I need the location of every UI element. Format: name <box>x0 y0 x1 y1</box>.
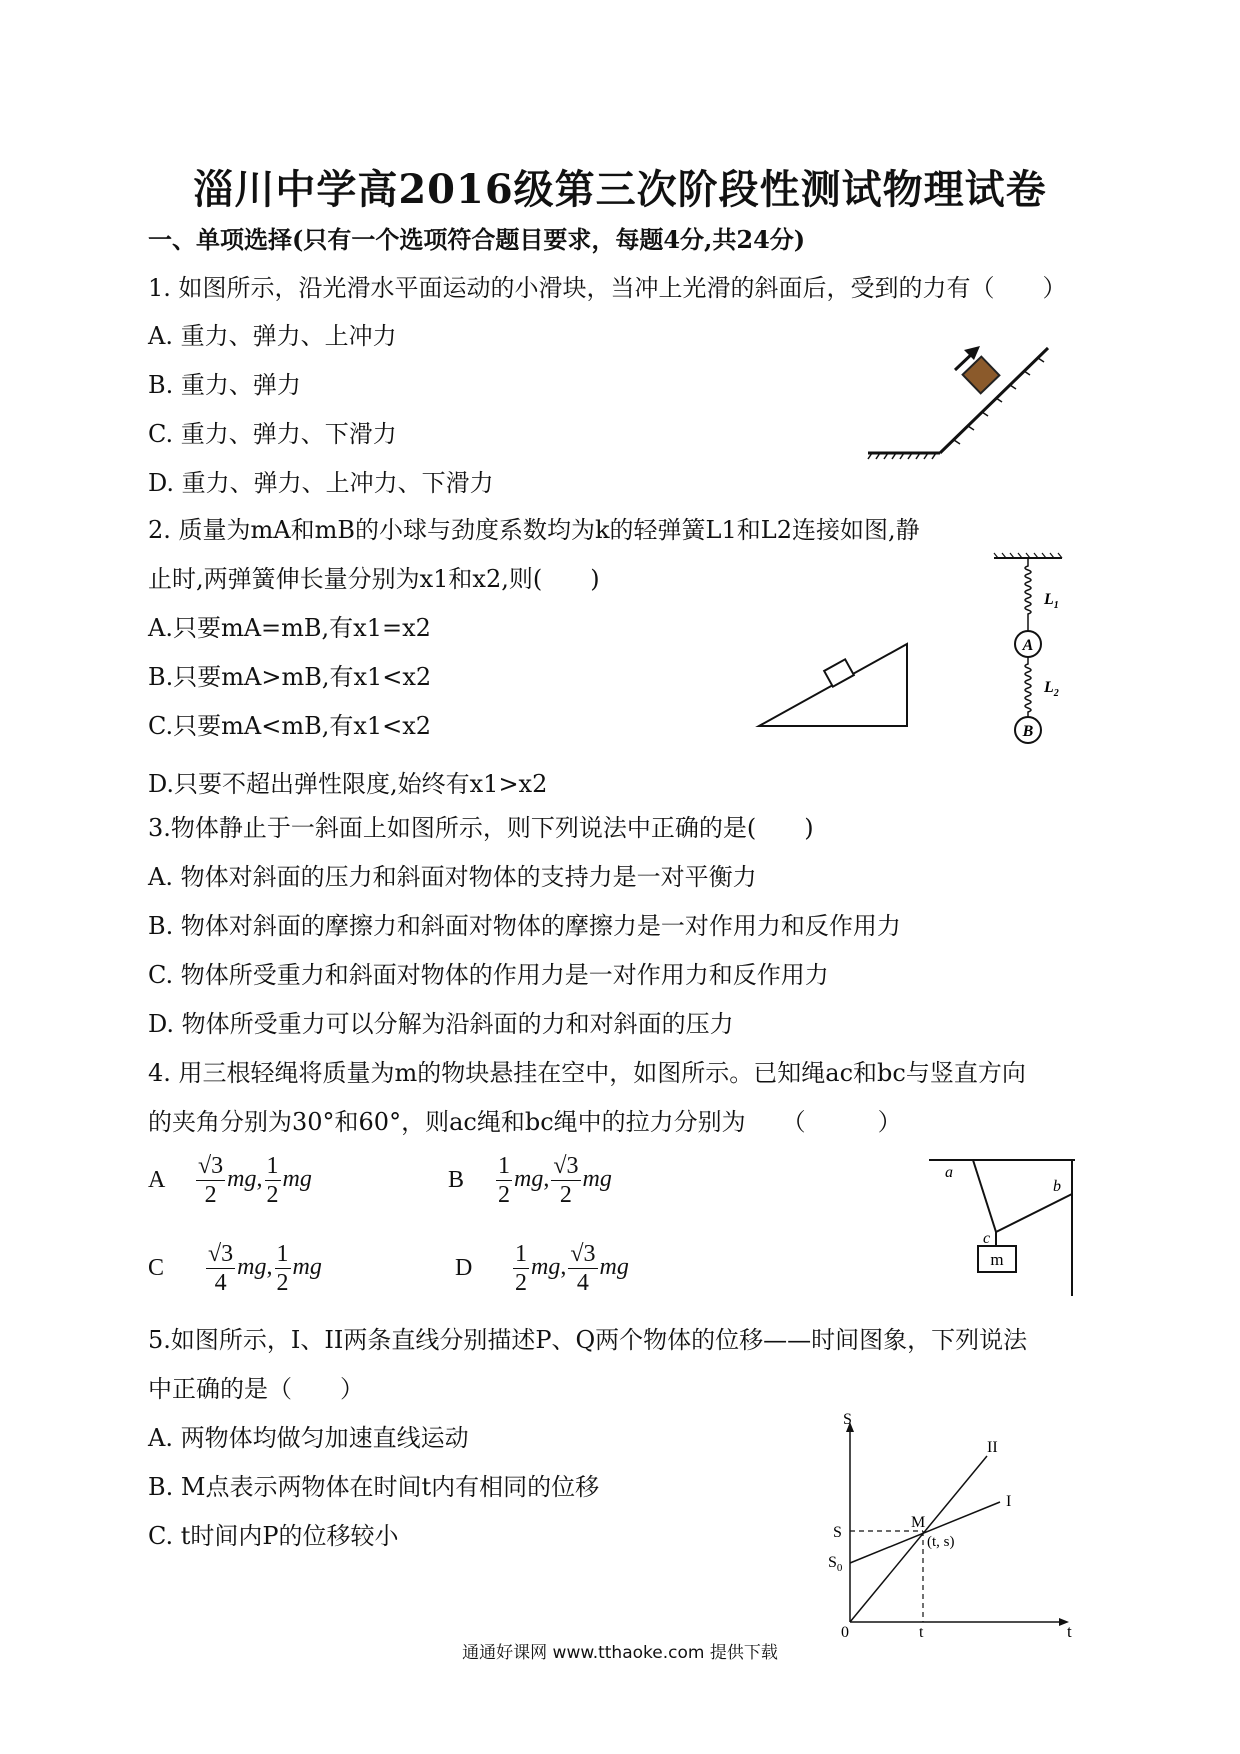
q3-option-a: A. 物体对斜面的压力和斜面对物体的支持力是一对平衡力 <box>148 863 757 891</box>
q2-option-d: D.只要不超出弹性限度,始终有x1>x2 <box>148 770 548 798</box>
svg-text:M: M <box>911 1514 926 1531</box>
q4-option-c: C $\frac{√3}{4}$ mg, $\frac{1}{2}$ mg <box>148 1241 322 1296</box>
svg-text:L1: $L_1$ <box>1044 591 1059 611</box>
q4-option-a: A $\frac{√3}{2}$ mg, $\frac{1}{2}$ mg <box>148 1153 312 1208</box>
line-i <box>850 1502 1000 1563</box>
svg-text:I: I <box>1006 1493 1012 1510</box>
q1-option-d: D. 重力、弹力、上冲力、下滑力 <box>148 469 494 497</box>
q5-option-b: B. M点表示两物体在时间t内有相同的位移 <box>148 1473 600 1501</box>
spring-l1 <box>1025 558 1031 632</box>
q1-option-c: C. 重力、弹力、下滑力 <box>148 420 397 448</box>
svg-text:b: b <box>1053 1178 1061 1195</box>
line-ii <box>850 1456 987 1622</box>
section-heading: 一、单项选择(只有一个选项符合题目要求，每题4分,共24分) <box>148 225 806 254</box>
q4-option-d: D $\frac{1}{2}$ mg, $\frac{√3}{4}$ mg <box>455 1241 629 1296</box>
svg-text:a: a <box>945 1164 953 1181</box>
svg-text:c: c <box>983 1230 991 1247</box>
q5-stem-line2: 中正确的是（ ） <box>148 1375 364 1403</box>
q3-option-c: C. 物体所受重力和斜面对物体的作用力是一对作用力和反作用力 <box>148 961 829 989</box>
q1-block <box>963 357 1000 394</box>
svg-text:S: S <box>833 1524 842 1541</box>
q4-rope-figure <box>925 1150 1085 1300</box>
q3-incline-figure <box>755 640 915 730</box>
spring-l2 <box>1025 657 1031 718</box>
svg-text:B: B <box>1022 723 1034 740</box>
q5-st-graph <box>815 1410 1095 1640</box>
svg-text:m: m <box>990 1250 1004 1269</box>
page-footer: 通通好课网 www.tthaoke.com 提供下载 <box>462 1643 778 1663</box>
q2-option-a: A.只要mA=mB,有x1=x2 <box>148 614 431 642</box>
svg-text:t: t <box>1067 1622 1072 1640</box>
q5-stem-line1: 5.如图所示，I、II两条直线分别描述P、Q两个物体的位移——时间图象，下列说法 <box>148 1326 1028 1354</box>
q4-option-b: B $\frac{1}{2}$ mg, $\frac{√3}{2}$ mg <box>448 1153 612 1208</box>
q5-option-a: A. 两物体均做匀加速直线运动 <box>148 1424 469 1452</box>
q2-stem-line2: 止时,两弹簧伸长量分别为x1和x2,则( ) <box>148 565 600 593</box>
svg-text:S0: $S_0$ <box>828 1554 843 1574</box>
svg-text:0: 0 <box>841 1624 849 1640</box>
q3-stem: 3.物体静止于一斜面上如图所示，则下列说法中正确的是( ) <box>148 814 814 842</box>
q2-option-b: B.只要mA>mB,有x1<x2 <box>148 663 432 691</box>
svg-text:(t, s): (t, s) <box>927 1534 955 1550</box>
q4-stem-line2: 的夹角分别为30°和60°，则ac绳和bc绳中的拉力分别为 （ ） <box>148 1108 902 1136</box>
q2-spring-figure <box>990 552 1090 752</box>
svg-text:A: A <box>1022 637 1034 654</box>
svg-text:t: t <box>919 1624 924 1640</box>
q1-option-a: A. 重力、弹力、上冲力 <box>148 322 397 350</box>
q2-stem-line1: 2. 质量为mA和mB的小球与劲度系数均为k的轻弹簧L1和L2连接如图,静 <box>148 516 920 544</box>
q3-option-b: B. 物体对斜面的摩擦力和斜面对物体的摩擦力是一对作用力和反作用力 <box>148 912 901 940</box>
q3-option-d: D. 物体所受重力可以分解为沿斜面的力和对斜面的压力 <box>148 1010 734 1038</box>
svg-text:L2: $L_2$ <box>1044 679 1059 699</box>
q1-stem: 1. 如图所示，沿光滑水平面运动的小滑块，当冲上光滑的斜面后，受到的力有（ ） <box>148 274 1067 302</box>
q1-option-b: B. 重力、弹力 <box>148 371 301 399</box>
q4-stem-line1: 4. 用三根轻绳将质量为m的物块悬挂在空中，如图所示。已知绳ac和bc与竖直方向 <box>148 1059 1026 1087</box>
q2-option-c: C.只要mA<mB,有x1<x2 <box>148 712 432 740</box>
svg-text:S: S <box>843 1411 852 1428</box>
svg-text:II: II <box>987 1439 998 1456</box>
q5-option-c: C. t时间内P的位移较小 <box>148 1522 399 1550</box>
page-title: 淄川中学高2016级第三次阶段性测试物理试卷 <box>193 166 1047 213</box>
q1-incline-figure <box>860 340 1060 460</box>
